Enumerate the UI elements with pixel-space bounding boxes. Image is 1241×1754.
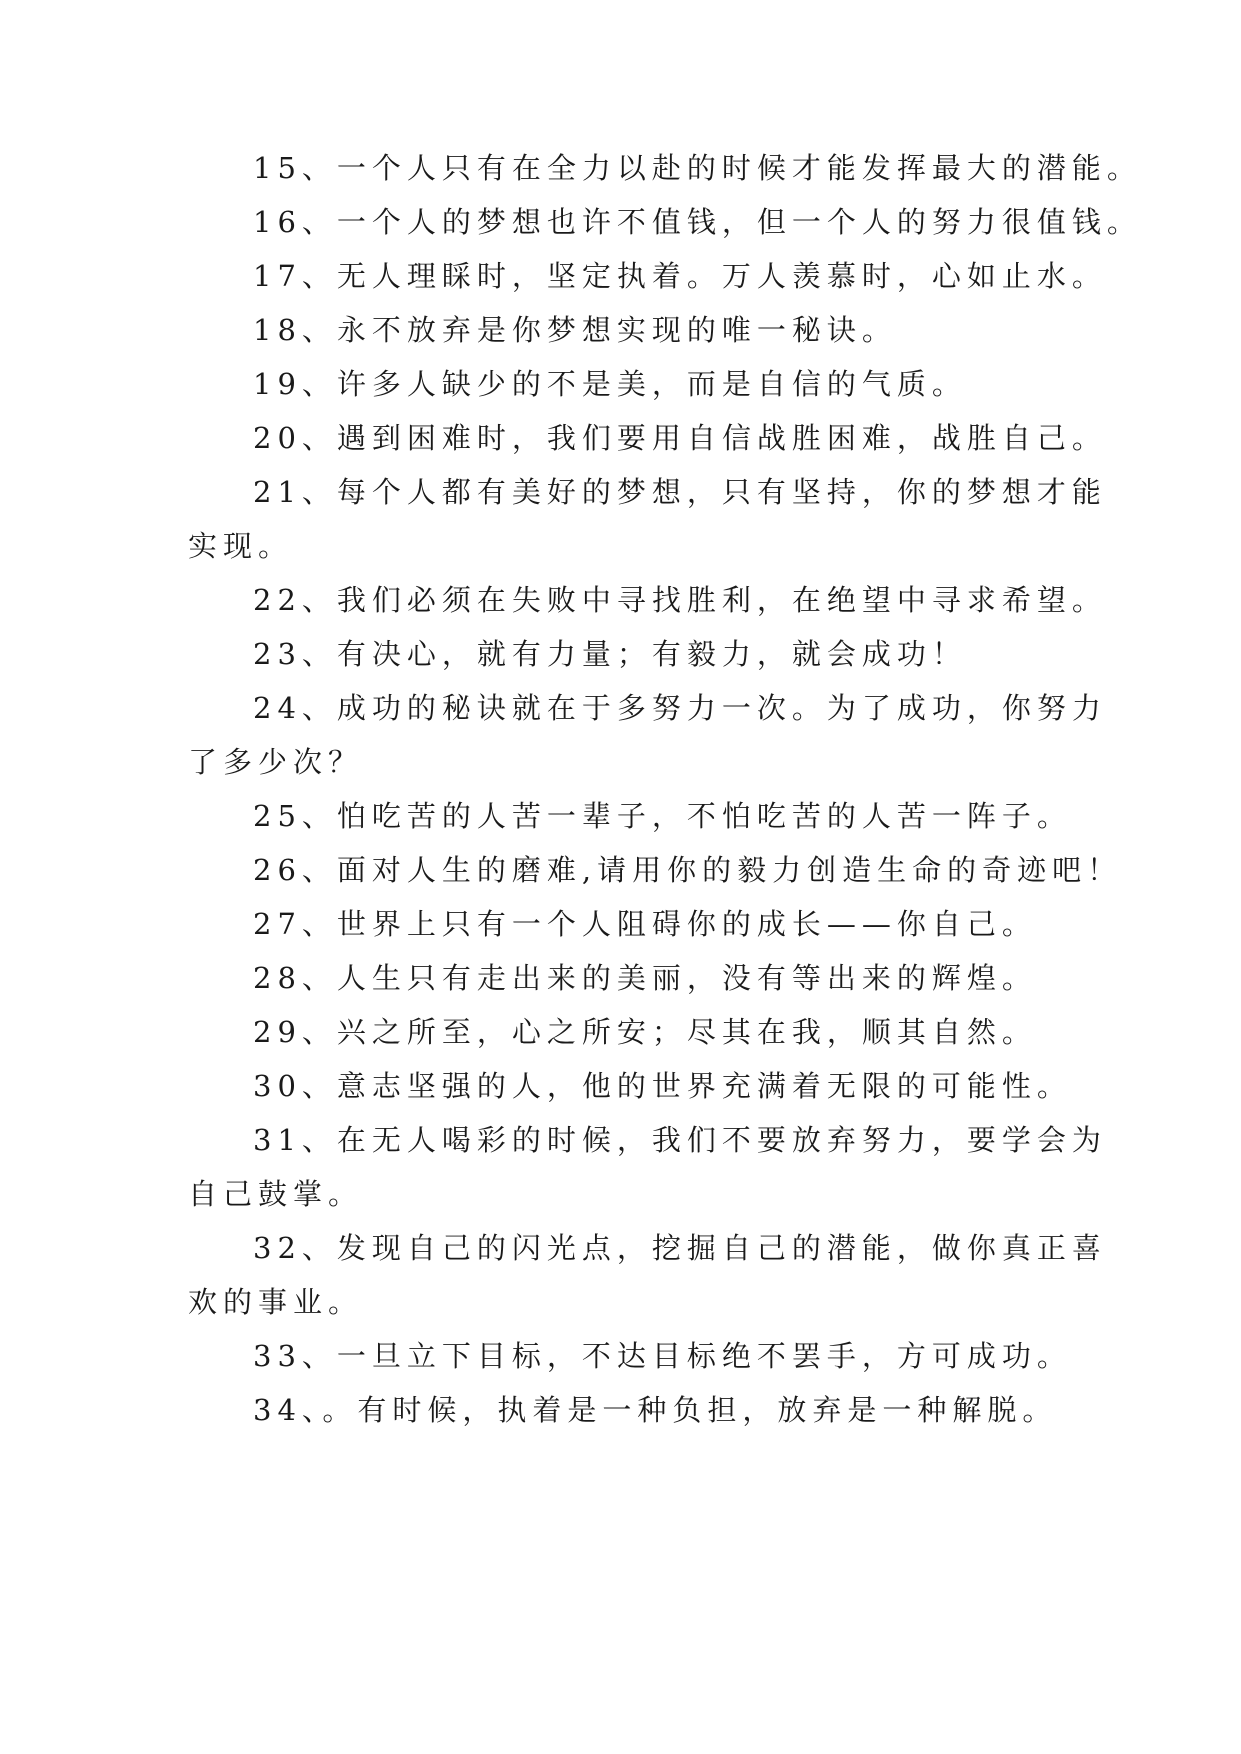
text-line: 22、我们必须在失败中寻找胜利，在绝望中寻求希望。 (253, 583, 1107, 617)
text-line: 26、面对人生的磨难,请用你的毅力创造生命的奇迹吧！ (253, 853, 1123, 887)
text-line: 32、发现自己的闪光点，挖掘自己的潜能，做你真正喜 (253, 1231, 1107, 1265)
text-line: 29、兴之所至，心之所安；尽其在我，顺其自然。 (253, 1015, 1037, 1049)
text-line: 17、无人理睬时，坚定执着。万人羡慕时，心如止水。 (253, 259, 1107, 293)
text-line: 19、许多人缺少的不是美，而是自信的气质。 (253, 367, 967, 401)
text-line: 了多少次？ (188, 745, 364, 779)
text-line: 23、有决心，就有力量；有毅力，就会成功！ (253, 637, 967, 671)
text-line: 实现。 (188, 529, 294, 563)
text-line: 30、意志坚强的人，他的世界充满着无限的可能性。 (253, 1069, 1072, 1103)
text-line: 33、一旦立下目标，不达目标绝不罢手，方可成功。 (253, 1339, 1072, 1373)
text-line: 15、一个人只有在全力以赴的时候才能发挥最大的潜能。 (253, 151, 1142, 185)
text-line: 自己鼓掌。 (188, 1177, 364, 1211)
text-line: 28、人生只有走出来的美丽，没有等出来的辉煌。 (253, 961, 1037, 995)
text-line: 欢的事业。 (188, 1285, 364, 1319)
text-line: 24、成功的秘诀就在于多努力一次。为了成功，你努力 (253, 691, 1107, 725)
text-line: 20、遇到困难时，我们要用自信战胜困难，战胜自己。 (253, 421, 1107, 455)
text-line: 27、世界上只有一个人阻碍你的成长——你自己。 (253, 907, 1037, 941)
text-line: 31、在无人喝彩的时候，我们不要放弃努力，要学会为 (253, 1123, 1107, 1157)
text-line: 21、每个人都有美好的梦想，只有坚持，你的梦想才能 (253, 475, 1107, 509)
text-line: 34、。有时候，执着是一种负担，放弃是一种解脱。 (253, 1393, 1058, 1427)
text-line: 25、怕吃苦的人苦一辈子，不怕吃苦的人苦一阵子。 (253, 799, 1072, 833)
text-line: 16、一个人的梦想也许不值钱，但一个人的努力很值钱。 (253, 205, 1142, 239)
text-line: 18、永不放弃是你梦想实现的唯一秘诀。 (253, 313, 897, 347)
